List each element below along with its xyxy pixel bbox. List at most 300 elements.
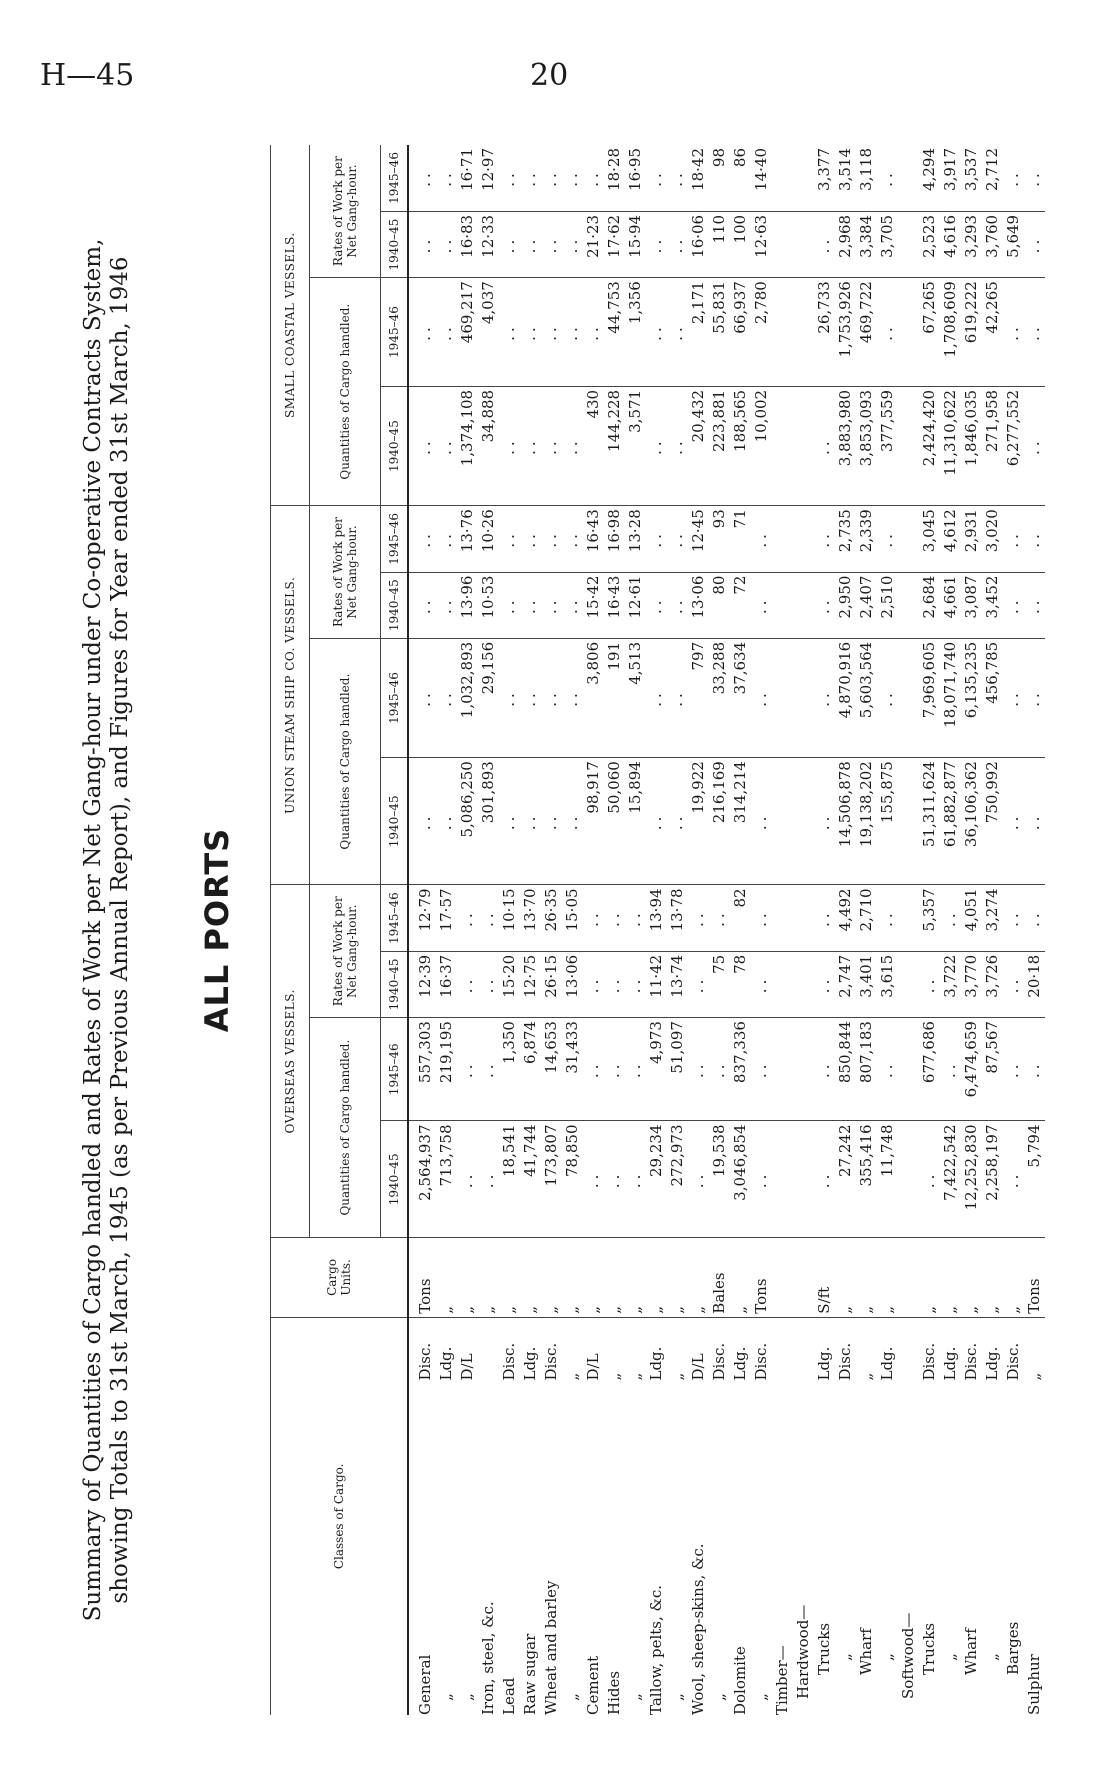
value-cell: 272,973 bbox=[667, 1121, 688, 1238]
value-cell bbox=[772, 506, 793, 572]
value-cell: .. bbox=[751, 572, 772, 638]
value-cell: .. bbox=[1003, 951, 1024, 1017]
value-cell: 26,733 bbox=[814, 278, 835, 387]
table-row bbox=[835, 145, 856, 1715]
value-cell: 13·96 bbox=[457, 572, 478, 638]
value-cell: .. bbox=[646, 278, 667, 387]
cargo-unit: „ bbox=[667, 1238, 688, 1318]
value-cell bbox=[793, 145, 814, 211]
value-cell: 314,214 bbox=[730, 758, 751, 885]
cargo-unit: „ bbox=[856, 1238, 877, 1318]
cargo-class: Wheat and barley bbox=[542, 1580, 560, 1715]
value-cell: .. bbox=[541, 386, 562, 505]
value-cell: 18,071,740 bbox=[940, 638, 961, 757]
value-cell: .. bbox=[541, 758, 562, 885]
value-cell: .. bbox=[625, 951, 646, 1017]
value-cell: .. bbox=[814, 386, 835, 505]
cargo-unit: S/ft bbox=[814, 1238, 835, 1318]
value-cell: 16·37 bbox=[436, 951, 457, 1017]
cargo-unit: „ bbox=[877, 1238, 898, 1318]
value-cell: 15,894 bbox=[625, 758, 646, 885]
union-rates-header: Rates of Work per Net Gang-hour. bbox=[310, 506, 381, 639]
cargo-class: Iron, steel, &c. bbox=[479, 1601, 497, 1715]
value-cell: 33,288 bbox=[709, 638, 730, 757]
value-cell bbox=[772, 278, 793, 387]
value-cell: 29,156 bbox=[478, 638, 499, 757]
value-cell: 87,567 bbox=[982, 1018, 1003, 1121]
overseas-quantities-header: Quantities of Cargo handled. bbox=[310, 1018, 381, 1238]
value-cell: .. bbox=[751, 758, 772, 885]
value-cell: 13·06 bbox=[562, 951, 583, 1017]
operation: Disc. bbox=[710, 1342, 728, 1381]
value-cell: 2,931 bbox=[961, 506, 982, 572]
cargo-class: Tallow, pelts, &c. bbox=[647, 1584, 665, 1715]
value-cell: .. bbox=[751, 885, 772, 951]
value-cell: 1,708,609 bbox=[940, 278, 961, 387]
value-cell: .. bbox=[1003, 638, 1024, 757]
year-header: 1940–45 bbox=[381, 1121, 409, 1238]
year-header: 1945–46 bbox=[381, 638, 409, 757]
value-cell: 11,310,622 bbox=[940, 386, 961, 505]
value-cell: 100 bbox=[730, 211, 751, 277]
value-cell: .. bbox=[667, 145, 688, 211]
value-cell: .. bbox=[646, 638, 667, 757]
value-cell: .. bbox=[478, 1121, 499, 1238]
value-cell: .. bbox=[520, 638, 541, 757]
cargo-unit: „ bbox=[457, 1238, 478, 1318]
value-cell: 3,760 bbox=[982, 211, 1003, 277]
cargo-unit: „ bbox=[646, 1238, 667, 1318]
page-ref: H—45 bbox=[40, 58, 135, 93]
cargo-class: „ bbox=[563, 1693, 581, 1701]
value-cell: 713,758 bbox=[436, 1121, 457, 1238]
value-cell: 13·28 bbox=[625, 506, 646, 572]
value-cell: 677,686 bbox=[919, 1018, 940, 1121]
cargo-unit: „ bbox=[982, 1238, 1003, 1318]
ports-title: ALL PORTS bbox=[198, 827, 236, 1033]
value-cell: 3,046,854 bbox=[730, 1121, 751, 1238]
value-cell: 11,748 bbox=[877, 1121, 898, 1238]
value-cell: 173,807 bbox=[541, 1121, 562, 1238]
value-cell: .. bbox=[688, 951, 709, 1017]
table-row bbox=[1003, 145, 1024, 1715]
value-cell: 66,937 bbox=[730, 278, 751, 387]
value-cell: 14·40 bbox=[751, 145, 772, 211]
value-cell: .. bbox=[814, 638, 835, 757]
value-cell: 3,401 bbox=[856, 951, 877, 1017]
table-row bbox=[436, 145, 457, 1715]
value-cell: .. bbox=[667, 386, 688, 505]
value-cell: 2,424,420 bbox=[919, 386, 940, 505]
units-header: Cargo Units. bbox=[271, 1238, 409, 1318]
value-cell: .. bbox=[408, 211, 436, 277]
value-cell: .. bbox=[1024, 386, 1045, 505]
value-cell: 13·74 bbox=[667, 951, 688, 1017]
value-cell: .. bbox=[814, 1018, 835, 1121]
value-cell: .. bbox=[520, 386, 541, 505]
table-row bbox=[583, 145, 604, 1715]
value-cell: 19,538 bbox=[709, 1121, 730, 1238]
value-cell: 456,785 bbox=[982, 638, 1003, 757]
cargo-class: Raw sugar bbox=[521, 1633, 539, 1715]
value-cell: 3,537 bbox=[961, 145, 982, 211]
value-cell: .. bbox=[520, 145, 541, 211]
cargo-unit: „ bbox=[436, 1238, 457, 1318]
overseas-rates-header: Rates of Work per Net Gang-hour. bbox=[310, 885, 381, 1018]
value-cell: 51,097 bbox=[667, 1018, 688, 1121]
value-cell: 3,293 bbox=[961, 211, 982, 277]
value-cell: 216,169 bbox=[709, 758, 730, 885]
value-cell bbox=[793, 1018, 814, 1121]
value-cell: .. bbox=[457, 1018, 478, 1121]
value-cell bbox=[793, 638, 814, 757]
operation: „ bbox=[1025, 1372, 1043, 1381]
operation bbox=[898, 1317, 919, 1383]
value-cell: .. bbox=[583, 1121, 604, 1238]
cargo-class: Softwood— bbox=[899, 1612, 917, 1699]
page-number: 20 bbox=[530, 58, 569, 93]
value-cell: .. bbox=[667, 506, 688, 572]
value-cell: .. bbox=[520, 758, 541, 885]
value-cell: 18,541 bbox=[499, 1121, 520, 1238]
cargo-class: „ bbox=[878, 1653, 896, 1661]
year-header: 1940–45 bbox=[381, 951, 409, 1017]
value-cell: 51,311,624 bbox=[919, 758, 940, 885]
value-cell bbox=[898, 1018, 919, 1121]
value-cell: .. bbox=[1024, 638, 1045, 757]
value-cell: 19,138,202 bbox=[856, 758, 877, 885]
cargo-class: „ bbox=[752, 1693, 770, 1701]
value-cell: .. bbox=[940, 1018, 961, 1121]
operation bbox=[793, 1317, 814, 1383]
cargo-unit: „ bbox=[478, 1238, 499, 1318]
value-cell: .. bbox=[583, 1018, 604, 1121]
value-cell bbox=[793, 506, 814, 572]
value-cell: 3,020 bbox=[982, 506, 1003, 572]
value-cell: .. bbox=[667, 278, 688, 387]
year-header: 1945–46 bbox=[381, 145, 409, 211]
value-cell: .. bbox=[1024, 278, 1045, 387]
value-cell: 50,060 bbox=[604, 758, 625, 885]
value-cell: 4,616 bbox=[940, 211, 961, 277]
operation: Ldg. bbox=[731, 1346, 749, 1381]
cargo-class: Wool, sheep-skins, &c. bbox=[689, 1543, 707, 1715]
value-cell: 7,422,542 bbox=[940, 1121, 961, 1238]
value-cell: 16·71 bbox=[457, 145, 478, 211]
value-cell: .. bbox=[408, 278, 436, 387]
value-cell: 3,384 bbox=[856, 211, 877, 277]
value-cell: 34,888 bbox=[478, 386, 499, 505]
value-cell: .. bbox=[940, 885, 961, 951]
value-cell: .. bbox=[541, 211, 562, 277]
value-cell: .. bbox=[583, 951, 604, 1017]
value-cell: 6,874 bbox=[520, 1018, 541, 1121]
value-cell: 271,958 bbox=[982, 386, 1003, 505]
cargo-unit bbox=[772, 1238, 793, 1318]
year-header: 1945–46 bbox=[381, 506, 409, 572]
value-cell: .. bbox=[709, 885, 730, 951]
cargo-unit: „ bbox=[688, 1238, 709, 1318]
value-cell: .. bbox=[520, 211, 541, 277]
value-cell: .. bbox=[877, 506, 898, 572]
table-row bbox=[919, 145, 940, 1715]
value-cell: 12·61 bbox=[625, 572, 646, 638]
cargo-unit: „ bbox=[961, 1238, 982, 1318]
value-cell: 355,416 bbox=[856, 1121, 877, 1238]
value-cell bbox=[898, 145, 919, 211]
cargo-class: „ bbox=[836, 1653, 854, 1661]
value-cell: .. bbox=[1003, 758, 1024, 885]
value-cell: 5,649 bbox=[1003, 211, 1024, 277]
value-cell: 2,710 bbox=[856, 885, 877, 951]
value-cell: 44,753 bbox=[604, 278, 625, 387]
year-header: 1940–45 bbox=[381, 386, 409, 505]
value-cell: 797 bbox=[688, 638, 709, 757]
value-cell: 16·98 bbox=[604, 506, 625, 572]
value-cell: .. bbox=[562, 145, 583, 211]
value-cell: 14,506,878 bbox=[835, 758, 856, 885]
value-cell: .. bbox=[408, 572, 436, 638]
cargo-class: Wharf bbox=[962, 1628, 980, 1675]
value-cell: .. bbox=[436, 211, 457, 277]
table-row bbox=[408, 145, 436, 1715]
value-cell: 3,377 bbox=[814, 145, 835, 211]
value-cell: .. bbox=[751, 1018, 772, 1121]
operation: „ bbox=[668, 1372, 686, 1381]
value-cell: .. bbox=[562, 758, 583, 885]
value-cell bbox=[772, 1121, 793, 1238]
value-cell: .. bbox=[499, 758, 520, 885]
value-cell: 6,277,552 bbox=[1003, 386, 1024, 505]
value-cell: 12·97 bbox=[478, 145, 499, 211]
value-cell: .. bbox=[814, 211, 835, 277]
table-row bbox=[667, 145, 688, 1715]
table-row bbox=[709, 145, 730, 1715]
cargo-class: Sulphur bbox=[1025, 1654, 1043, 1715]
value-cell: .. bbox=[436, 386, 457, 505]
value-cell bbox=[772, 572, 793, 638]
value-cell: 4,870,916 bbox=[835, 638, 856, 757]
operation: „ bbox=[563, 1372, 581, 1381]
value-cell: 3,274 bbox=[982, 885, 1003, 951]
value-cell: 29,234 bbox=[646, 1121, 667, 1238]
value-cell: .. bbox=[1024, 885, 1045, 951]
value-cell: .. bbox=[877, 1018, 898, 1121]
value-cell bbox=[793, 951, 814, 1017]
value-cell: 12,252,830 bbox=[961, 1121, 982, 1238]
value-cell: .. bbox=[499, 386, 520, 505]
cargo-unit: „ bbox=[919, 1238, 940, 1318]
cargo-class: Hides bbox=[605, 1670, 623, 1715]
cargo-unit: „ bbox=[625, 1238, 646, 1318]
value-cell: 13·70 bbox=[520, 885, 541, 951]
rotated-content bbox=[80, 145, 1090, 1715]
value-cell: .. bbox=[667, 758, 688, 885]
value-cell: .. bbox=[751, 638, 772, 757]
value-cell: 13·06 bbox=[688, 572, 709, 638]
value-cell: 5,086,250 bbox=[457, 758, 478, 885]
summary-line-1: Summary of Quantities of Cargo handled and Rates of Work per Net Gang-hour under Co-operative Contracts System, bbox=[80, 238, 106, 1622]
value-cell: 67,265 bbox=[919, 278, 940, 387]
operation: Disc. bbox=[1004, 1342, 1022, 1381]
value-cell: 10·15 bbox=[499, 885, 520, 951]
value-cell: .. bbox=[877, 278, 898, 387]
value-cell: .. bbox=[408, 145, 436, 211]
value-cell bbox=[793, 1121, 814, 1238]
operation: Disc. bbox=[416, 1342, 434, 1381]
value-cell: 6,474,659 bbox=[961, 1018, 982, 1121]
value-cell: 223,881 bbox=[709, 386, 730, 505]
cargo-class: Lead bbox=[500, 1677, 518, 1715]
table-row bbox=[625, 145, 646, 1715]
value-cell: 78 bbox=[730, 951, 751, 1017]
value-cell: 27,242 bbox=[835, 1121, 856, 1238]
value-cell: 15·05 bbox=[562, 885, 583, 951]
value-cell: 7,969,605 bbox=[919, 638, 940, 757]
cargo-unit: Tons bbox=[751, 1238, 772, 1318]
value-cell: 2,747 bbox=[835, 951, 856, 1017]
value-cell: 3,452 bbox=[982, 572, 1003, 638]
value-cell: 4,037 bbox=[478, 278, 499, 387]
value-cell bbox=[793, 758, 814, 885]
cargo-class: Timber— bbox=[773, 1645, 791, 1715]
value-cell: 18·42 bbox=[688, 145, 709, 211]
value-cell: 82 bbox=[730, 885, 751, 951]
value-cell: 3,806 bbox=[583, 638, 604, 757]
value-cell: .. bbox=[541, 506, 562, 572]
value-cell: .. bbox=[436, 145, 457, 211]
value-cell: 2,968 bbox=[835, 211, 856, 277]
value-cell: .. bbox=[436, 572, 457, 638]
value-cell: .. bbox=[562, 211, 583, 277]
cargo-class: „ bbox=[458, 1693, 476, 1701]
value-cell: .. bbox=[408, 638, 436, 757]
value-cell: 619,222 bbox=[961, 278, 982, 387]
value-cell: .. bbox=[814, 1121, 835, 1238]
value-cell: .. bbox=[436, 506, 457, 572]
value-cell: 5,603,564 bbox=[856, 638, 877, 757]
value-cell: .. bbox=[1003, 506, 1024, 572]
value-cell: 12·63 bbox=[751, 211, 772, 277]
value-cell bbox=[898, 1121, 919, 1238]
value-cell: .. bbox=[583, 278, 604, 387]
summary-title bbox=[80, 145, 134, 1715]
value-cell: 469,722 bbox=[856, 278, 877, 387]
value-cell: 72 bbox=[730, 572, 751, 638]
value-cell: 750,992 bbox=[982, 758, 1003, 885]
cargo-unit: „ bbox=[562, 1238, 583, 1318]
value-cell: 4,513 bbox=[625, 638, 646, 757]
value-cell: .. bbox=[667, 638, 688, 757]
value-cell: .. bbox=[604, 1121, 625, 1238]
operation: Ldg. bbox=[878, 1346, 896, 1381]
value-cell: 3,571 bbox=[625, 386, 646, 505]
value-cell bbox=[772, 758, 793, 885]
cargo-unit: Bales bbox=[709, 1238, 730, 1318]
value-cell bbox=[898, 638, 919, 757]
value-cell: 3,853,093 bbox=[856, 386, 877, 505]
value-cell bbox=[898, 572, 919, 638]
cargo-unit bbox=[898, 1238, 919, 1318]
coastal-header: SMALL COASTAL VESSELS. bbox=[271, 145, 310, 506]
value-cell: 3,514 bbox=[835, 145, 856, 211]
value-cell: .. bbox=[499, 211, 520, 277]
value-cell: .. bbox=[457, 1121, 478, 1238]
value-cell: 2,712 bbox=[982, 145, 1003, 211]
value-cell: 26·15 bbox=[541, 951, 562, 1017]
value-cell: .. bbox=[520, 506, 541, 572]
value-cell: 4,661 bbox=[940, 572, 961, 638]
value-cell: .. bbox=[751, 506, 772, 572]
cargo-unit: Tons bbox=[1024, 1238, 1045, 1318]
value-cell: .. bbox=[667, 211, 688, 277]
value-cell: 3,726 bbox=[982, 951, 1003, 1017]
value-cell: .. bbox=[541, 145, 562, 211]
value-cell: 16·43 bbox=[604, 572, 625, 638]
value-cell: 18·28 bbox=[604, 145, 625, 211]
value-cell: 4,973 bbox=[646, 1018, 667, 1121]
value-cell: 3,722 bbox=[940, 951, 961, 1017]
value-cell: .. bbox=[814, 572, 835, 638]
value-cell: .. bbox=[1003, 1121, 1024, 1238]
operation: Disc. bbox=[500, 1342, 518, 1381]
table-row bbox=[1024, 145, 1045, 1715]
value-cell: 188,565 bbox=[730, 386, 751, 505]
value-cell: 219,195 bbox=[436, 1018, 457, 1121]
value-cell: 17·62 bbox=[604, 211, 625, 277]
operation: Ldg. bbox=[941, 1346, 959, 1381]
value-cell: 13·94 bbox=[646, 885, 667, 951]
value-cell: 16·06 bbox=[688, 211, 709, 277]
summary-line-2: showing Totals to 31st March, 1945 (as per Previous Annual Report), and Figures for Year ended 31st March, 1946 bbox=[107, 256, 133, 1604]
value-cell bbox=[793, 386, 814, 505]
value-cell: .. bbox=[604, 1018, 625, 1121]
operation: „ bbox=[626, 1372, 644, 1381]
value-cell: .. bbox=[688, 1121, 709, 1238]
cargo-unit: „ bbox=[583, 1238, 604, 1318]
value-cell: 3,118 bbox=[856, 145, 877, 211]
value-cell: .. bbox=[877, 885, 898, 951]
value-cell: 3,917 bbox=[940, 145, 961, 211]
table-row bbox=[646, 145, 667, 1715]
table-row bbox=[793, 145, 814, 1715]
table-row bbox=[940, 145, 961, 1715]
value-cell: 10·53 bbox=[478, 572, 499, 638]
value-cell: 19,922 bbox=[688, 758, 709, 885]
value-cell: 41,744 bbox=[520, 1121, 541, 1238]
value-cell: 2,950 bbox=[835, 572, 856, 638]
value-cell: .. bbox=[1024, 506, 1045, 572]
value-cell: 4,492 bbox=[835, 885, 856, 951]
value-cell bbox=[793, 278, 814, 387]
operation: D/L bbox=[689, 1353, 707, 1381]
value-cell: 20·18 bbox=[1024, 951, 1045, 1017]
cargo-unit: Tons bbox=[408, 1238, 436, 1318]
value-cell: 2,407 bbox=[856, 572, 877, 638]
year-header: 1940–45 bbox=[381, 758, 409, 885]
value-cell: .. bbox=[751, 951, 772, 1017]
cargo-unit: „ bbox=[730, 1238, 751, 1318]
cargo-unit: „ bbox=[541, 1238, 562, 1318]
value-cell: .. bbox=[478, 885, 499, 951]
operation: Ldg. bbox=[815, 1346, 833, 1381]
value-cell: 15·42 bbox=[583, 572, 604, 638]
value-cell: 78,850 bbox=[562, 1121, 583, 1238]
table-row bbox=[856, 145, 877, 1715]
cargo-class: Barges bbox=[1004, 1621, 1022, 1675]
table-row bbox=[478, 145, 499, 1715]
value-cell: .. bbox=[457, 885, 478, 951]
